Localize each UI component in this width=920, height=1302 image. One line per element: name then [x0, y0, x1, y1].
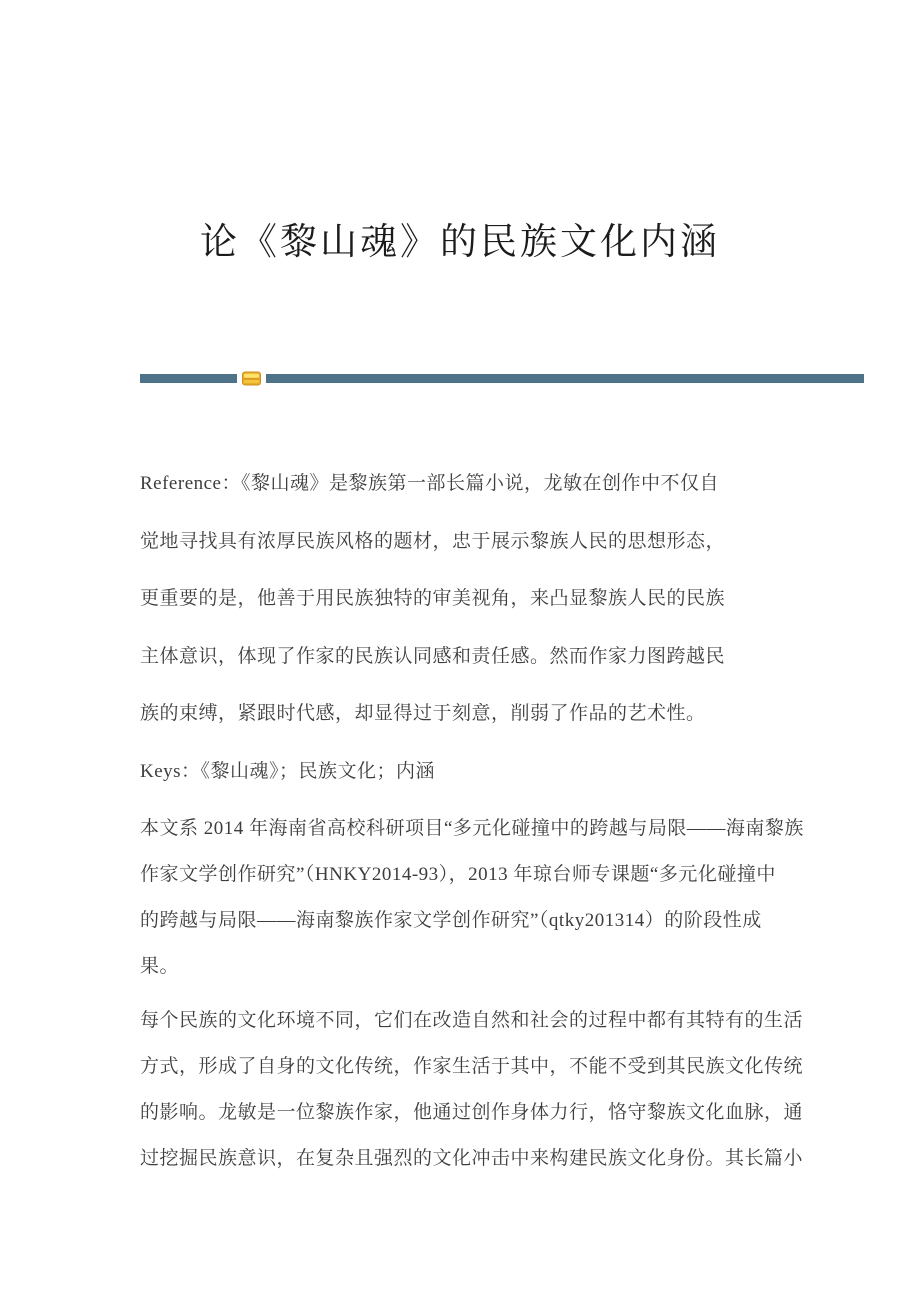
- section-divider: [140, 370, 864, 386]
- paragraph-keywords: [140, 743, 870, 801]
- paragraph-body: [140, 998, 870, 1182]
- divider-rule-left: [140, 374, 237, 383]
- text-line: Reference：《黎山魂》是黎族第一部长篇小说，龙敏在创作中不仅自: [140, 473, 719, 494]
- text-line: 过挖掘民族意识，在复杂且强烈的文化冲击中来构建民族文化身份。其长篇小: [140, 1148, 804, 1169]
- text-line: 更重要的是，他善于用民族独特的审美视角，来凸显黎族人民的民族: [140, 588, 726, 609]
- text-line: 觉地寻找具有浓厚民族风格的题材，忠于展示黎族人民的思想形态，: [140, 530, 726, 552]
- page-title: 论《黎山魂》的民族文化内涵: [200, 222, 720, 263]
- article-content: [140, 455, 870, 1182]
- text-line: 果。: [140, 956, 180, 977]
- text-line: 方式，形成了自身的文化传统，作家生活于其中，不能不受到其民族文化传统: [140, 1056, 804, 1077]
- title-row: [0, 211, 920, 265]
- text-line: 的跨越与局限——海南黎族作家文学创作研究”（qtky201314）的阶段性成: [140, 910, 762, 931]
- text-line: 主体意识，体现了作家的民族认同感和责任感。然而作家力图跨越民: [140, 645, 726, 667]
- gold-seal-icon: [242, 371, 261, 386]
- text-line: Keys：《黎山魂》；民族文化；内涵: [140, 760, 436, 782]
- text-line: 每个民族的文化环境不同，它们在改造自然和社会的过程中都有其特有的生活: [140, 1010, 804, 1031]
- paragraph-funding-note: [140, 806, 870, 990]
- text-line: 作家文学创作研究”（HNKY2014-93），2013 年琼台师专课题“多元化碰撞中: [140, 864, 776, 885]
- text-line: 族的束缚，紧跟时代感，却显得过于刻意，削弱了作品的艺术性。: [140, 703, 706, 724]
- paragraph-abstract: [140, 455, 870, 743]
- divider-rule-right: [266, 374, 864, 383]
- text-line: 本文系 2014 年海南省高校科研项目“多元化碰撞中的跨越与局限——海南黎族: [140, 818, 804, 839]
- text-line: 的影响。龙敏是一位黎族作家，他通过创作身体力行，恪守黎族文化血脉，通: [140, 1102, 804, 1123]
